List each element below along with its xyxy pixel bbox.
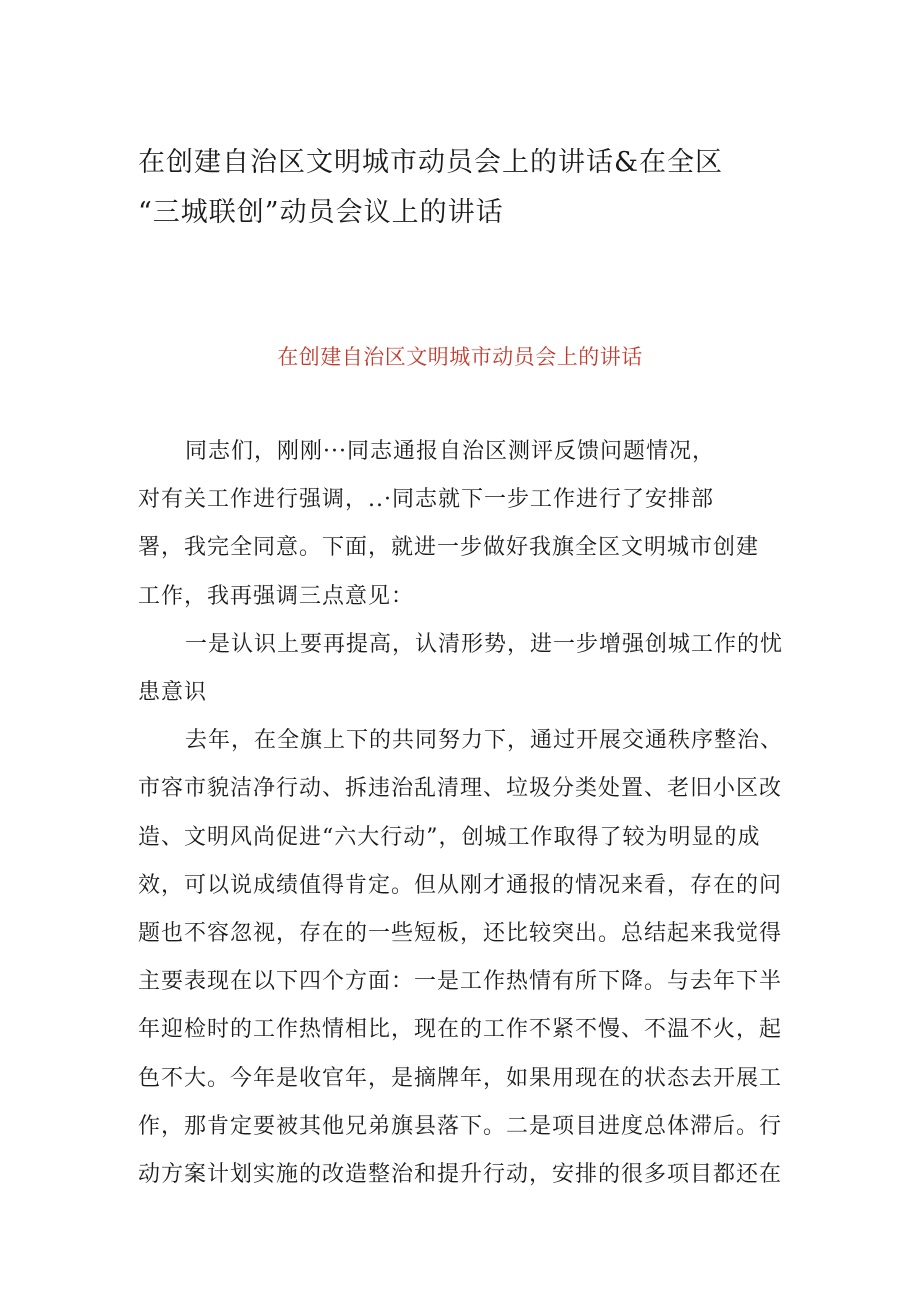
paragraph-1-line-1: 同志们，刚刚···同志通报自治区测评反馈问题情况， <box>185 439 715 464</box>
paragraph-2-line-4: 效，可以说成绩值得肯定。但从刚才通报的情况来看，存在的问 <box>138 872 783 898</box>
paragraph-2-line-6: 主要表现在以下四个方面：一是工作热情有所下降。与去年下半 <box>138 969 783 995</box>
paragraph-2-line-10: 动方案计划实施的改造整治和提升行动，安排的很多项目都还在 <box>138 1162 783 1188</box>
paragraph-2-line-3: 造、文明风尚促进“六大行动”，创城工作取得了较为明显的成 <box>138 824 761 850</box>
paragraph-2-line-7: 年迎检时的工作热情相比，现在的工作不紧不慢、不温不火，起 <box>138 1017 783 1043</box>
body-text <box>138 428 798 1199</box>
paragraph-2-line-1: 去年，在全旗上下的共同努力下，通过开展交通秩序整治、 <box>185 728 784 754</box>
paragraph-2-line-8: 色不大。今年是收官年，是摘牌年，如果用现在的状态去开展工 <box>138 1065 783 1091</box>
document-title <box>138 138 798 238</box>
paragraph-2-line-5: 题也不容忽视，存在的一些短板，还比较突出。总结起来我觉得 <box>138 921 783 947</box>
document-title-line-2: “三城联创”动员会议上的讲话 <box>138 197 504 228</box>
heading-1-line-2: 患意识 <box>138 680 208 706</box>
paragraph-1-line-3: 署，我完全同意。下面，就进一步做好我旗全区文明城市创建 <box>138 535 760 561</box>
paragraph-1-line-4: 工作，我再强调三点意见： <box>138 583 415 609</box>
heading-1-line-1: 一是认识上要再提高，认清形势，进一步增强创城工作的忧 <box>185 631 784 657</box>
document-title-line-1: 在创建自治区文明城市动员会上的讲话&在全区 <box>138 147 724 178</box>
section-title: 在创建自治区文明城市动员会上的讲话 <box>277 345 643 369</box>
paragraph-2-line-2: 市容市貌洁净行动、拆违治乱清理、垃圾分类处置、老旧小区改 <box>138 776 783 802</box>
paragraph-2-line-9: 作，那肯定要被其他兄弟旗县落下。二是项目进度总体滞后。行 <box>138 1113 783 1139</box>
paragraph-1-line-2: 对有关工作进行强调，..·同志就下一步工作进行了安排部 <box>138 487 714 513</box>
